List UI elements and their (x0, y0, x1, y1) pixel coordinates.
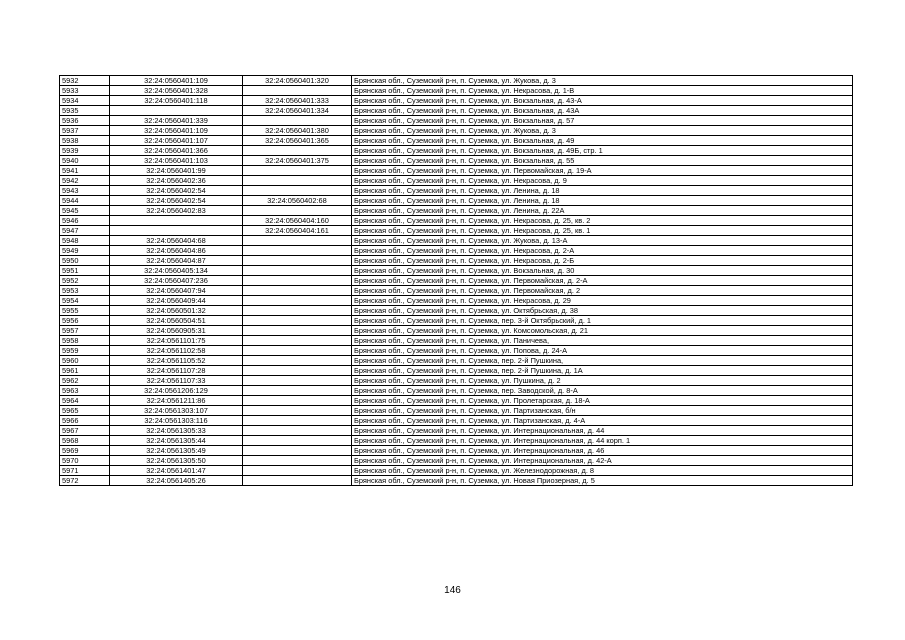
cadastral-number-2-cell (243, 326, 352, 336)
address-cell: Брянская обл., Суземский р-н, п. Суземка, ул. Вокзальная, д. 57 (352, 116, 853, 126)
address-cell: Брянская обл., Суземский р-н, п. Суземка, ул. Интернациональная, д. 44 (352, 426, 853, 436)
address-cell: Брянская обл., Суземский р-н, п. Суземка, ул. Интернациональная, д. 42-А (352, 456, 853, 466)
cadastral-number-2-cell (243, 356, 352, 366)
cadastral-number-cell: 32:24:0561303:116 (110, 416, 243, 426)
cadastral-number-2-cell (243, 246, 352, 256)
cadastral-number-2-cell (243, 466, 352, 476)
cadastral-number-2-cell (243, 376, 352, 386)
address-cell: Брянская обл., Суземский р-н, п. Суземка, ул. Пролетарская, д. 18-А (352, 396, 853, 406)
cadastral-number-2-cell (243, 336, 352, 346)
cadastral-number-cell: 32:24:0560402:54 (110, 186, 243, 196)
cadastral-number-cell: 32:24:0560407:94 (110, 286, 243, 296)
cadastral-number-2-cell (243, 426, 352, 436)
cadastral-number-2-cell: 32:24:0560402:68 (243, 196, 352, 206)
table-row (60, 466, 853, 476)
cadastral-number-cell: 32:24:0561211:86 (110, 396, 243, 406)
row-number-cell: 5949 (60, 246, 110, 256)
table-row (60, 276, 853, 286)
cadastral-number-2-cell (243, 366, 352, 376)
table-row (60, 446, 853, 456)
cadastral-number-2-cell (243, 446, 352, 456)
row-number-cell: 5951 (60, 266, 110, 276)
address-cell: Брянская обл., Суземский р-н, п. Суземка, ул. Ленина, д. 18 (352, 196, 853, 206)
row-number-cell: 5945 (60, 206, 110, 216)
table-row (60, 306, 853, 316)
cadastral-number-2-cell (243, 406, 352, 416)
address-cell: Брянская обл., Суземский р-н, п. Суземка, ул. Вокзальная, д. 43А (352, 106, 853, 116)
table-row (60, 376, 853, 386)
register-table-body (60, 76, 853, 486)
cadastral-number-cell: 32:24:0561101:75 (110, 336, 243, 346)
table-row (60, 416, 853, 426)
table-row (60, 286, 853, 296)
address-cell: Брянская обл., Суземский р-н, п. Суземка, ул. Вокзальная, д. 55 (352, 156, 853, 166)
table-row (60, 96, 853, 106)
address-cell: Брянская обл., Суземский р-н, п. Суземка, ул. Некрасова, д. 25, кв. 1 (352, 226, 853, 236)
row-number-cell: 5943 (60, 186, 110, 196)
row-number-cell: 5950 (60, 256, 110, 266)
cadastral-number-cell (110, 106, 243, 116)
table-row (60, 216, 853, 226)
cadastral-number-2-cell (243, 386, 352, 396)
cadastral-number-2-cell (243, 186, 352, 196)
cadastral-number-cell: 32:24:0560504:51 (110, 316, 243, 326)
cadastral-number-2-cell (243, 436, 352, 446)
page-number: 146 (444, 585, 461, 596)
cadastral-number-2-cell (243, 416, 352, 426)
cadastral-number-cell: 32:24:0560405:134 (110, 266, 243, 276)
table-row (60, 236, 853, 246)
cadastral-number-cell: 32:24:0561305:44 (110, 436, 243, 446)
row-number-cell: 5935 (60, 106, 110, 116)
cadastral-number-2-cell (243, 286, 352, 296)
cadastral-number-cell: 32:24:0560401:118 (110, 96, 243, 106)
cadastral-number-2-cell (243, 266, 352, 276)
cadastral-number-2-cell (243, 166, 352, 176)
address-cell: Брянская обл., Суземский р-н, п. Суземка, ул. Интернациональная, д. 44 корп. 1 (352, 436, 853, 446)
row-number-cell: 5932 (60, 76, 110, 86)
address-cell: Брянская обл., Суземский р-н, п. Суземка, ул. Вокзальная, д. 49Б, стр. 1 (352, 146, 853, 156)
row-number-cell: 5968 (60, 436, 110, 446)
cadastral-number-2-cell (243, 476, 352, 486)
cadastral-number-cell: 32:24:0561206:129 (110, 386, 243, 396)
row-number-cell: 5947 (60, 226, 110, 236)
address-cell: Брянская обл., Суземский р-н, п. Суземка, ул. Первомайская, д. 2-А (352, 276, 853, 286)
table-row (60, 436, 853, 446)
table-row (60, 76, 853, 86)
row-number-cell: 5939 (60, 146, 110, 156)
table-row (60, 176, 853, 186)
table-row (60, 406, 853, 416)
cadastral-number-cell: 32:24:0560409:44 (110, 296, 243, 306)
row-number-cell: 5937 (60, 126, 110, 136)
address-cell: Брянская обл., Суземский р-н, п. Суземка, ул. Первомайская, д. 19-А (352, 166, 853, 176)
cadastral-number-2-cell (243, 256, 352, 266)
cadastral-number-cell: 32:24:0560401:328 (110, 86, 243, 96)
cadastral-number-2-cell (243, 206, 352, 216)
row-number-cell: 5946 (60, 216, 110, 226)
table-row (60, 396, 853, 406)
address-cell: Брянская обл., Суземский р-н, п. Суземка, ул. Вокзальная, д. 43-А (352, 96, 853, 106)
cadastral-number-2-cell (243, 456, 352, 466)
table-row (60, 296, 853, 306)
address-cell: Брянская обл., Суземский р-н, п. Суземка, ул. Пушкина, д. 2 (352, 376, 853, 386)
table-row (60, 346, 853, 356)
address-cell: Брянская обл., Суземский р-н, п. Суземка, пер. 2-й Пушкина, д. 1А (352, 366, 853, 376)
cadastral-number-2-cell (243, 236, 352, 246)
row-number-cell: 5964 (60, 396, 110, 406)
cadastral-number-cell: 32:24:0560401:103 (110, 156, 243, 166)
row-number-cell: 5959 (60, 346, 110, 356)
address-cell: Брянская обл., Суземский р-н, п. Суземка, пер. Заводской, д. 8-А (352, 386, 853, 396)
row-number-cell: 5960 (60, 356, 110, 366)
cadastral-number-cell: 32:24:0561401:47 (110, 466, 243, 476)
table-row (60, 386, 853, 396)
property-register-table (59, 75, 853, 486)
cadastral-number-2-cell: 32:24:0560401:334 (243, 106, 352, 116)
row-number-cell: 5933 (60, 86, 110, 96)
address-cell: Брянская обл., Суземский р-н, п. Суземка, ул. Жукова, д. 3 (352, 126, 853, 136)
table-row (60, 336, 853, 346)
row-number-cell: 5955 (60, 306, 110, 316)
cadastral-number-cell (110, 216, 243, 226)
cadastral-number-cell: 32:24:0561305:49 (110, 446, 243, 456)
cadastral-number-cell: 32:24:0560401:366 (110, 146, 243, 156)
table-row (60, 426, 853, 436)
address-cell: Брянская обл., Суземский р-н, п. Суземка, ул. Некрасова, д. 2-А (352, 246, 853, 256)
table-row (60, 476, 853, 486)
row-number-cell: 5972 (60, 476, 110, 486)
cadastral-number-cell: 32:24:0561305:33 (110, 426, 243, 436)
cadastral-number-cell: 32:24:0561107:28 (110, 366, 243, 376)
cadastral-number-2-cell: 32:24:0560404:161 (243, 226, 352, 236)
cadastral-number-2-cell (243, 86, 352, 96)
table-row (60, 106, 853, 116)
table-row (60, 256, 853, 266)
cadastral-number-cell (110, 226, 243, 236)
table-row (60, 456, 853, 466)
row-number-cell: 5938 (60, 136, 110, 146)
cadastral-number-2-cell (243, 346, 352, 356)
cadastral-number-2-cell (243, 146, 352, 156)
address-cell: Брянская обл., Суземский р-н, п. Суземка, ул. Партизанская, д. 4-А (352, 416, 853, 426)
cadastral-number-cell: 32:24:0560407:236 (110, 276, 243, 286)
address-cell: Брянская обл., Суземский р-н, п. Суземка, ул. Октябрьская, д. 38 (352, 306, 853, 316)
address-cell: Брянская обл., Суземский р-н, п. Суземка, ул. Некрасова, д. 9 (352, 176, 853, 186)
table-row (60, 246, 853, 256)
table-row (60, 166, 853, 176)
address-cell: Брянская обл., Суземский р-н, п. Суземка, ул. Некрасова, д. 25, кв. 2 (352, 216, 853, 226)
address-cell: Брянская обл., Суземский р-н, п. Суземка, ул. Ленина, д. 18 (352, 186, 853, 196)
cadastral-number-cell: 32:24:0560401:339 (110, 116, 243, 126)
cadastral-number-cell: 32:24:0560401:107 (110, 136, 243, 146)
address-cell: Брянская обл., Суземский р-н, п. Суземка, ул. Жукова, д. 13-А (352, 236, 853, 246)
address-cell: Брянская обл., Суземский р-н, п. Суземка, ул. Некрасова, д. 1-В (352, 86, 853, 96)
table-row (60, 226, 853, 236)
address-cell: Брянская обл., Суземский р-н, п. Суземка, ул. Комсомольская, д. 21 (352, 326, 853, 336)
row-number-cell: 5956 (60, 316, 110, 326)
row-number-cell: 5958 (60, 336, 110, 346)
cadastral-number-cell: 32:24:0560404:86 (110, 246, 243, 256)
cadastral-number-2-cell: 32:24:0560401:333 (243, 96, 352, 106)
row-number-cell: 5940 (60, 156, 110, 166)
row-number-cell: 5963 (60, 386, 110, 396)
row-number-cell: 5957 (60, 326, 110, 336)
cadastral-number-2-cell: 32:24:0560401:320 (243, 76, 352, 86)
address-cell: Брянская обл., Суземский р-н, п. Суземка, ул. Жукова, д. 3 (352, 76, 853, 86)
table-row (60, 116, 853, 126)
cadastral-number-2-cell (243, 306, 352, 316)
address-cell: Брянская обл., Суземский р-н, п. Суземка, ул. Новая Приозерная, д. 5 (352, 476, 853, 486)
cadastral-number-cell: 32:24:0561105:52 (110, 356, 243, 366)
row-number-cell: 5953 (60, 286, 110, 296)
address-cell: Брянская обл., Суземский р-н, п. Суземка, ул. Вокзальная, д. 49 (352, 136, 853, 146)
row-number-cell: 5936 (60, 116, 110, 126)
cadastral-number-2-cell: 32:24:0560401:380 (243, 126, 352, 136)
cadastral-number-cell: 32:24:0560401:109 (110, 126, 243, 136)
cadastral-number-2-cell (243, 396, 352, 406)
row-number-cell: 5969 (60, 446, 110, 456)
cadastral-number-2-cell (243, 276, 352, 286)
address-cell: Брянская обл., Суземский р-н, п. Суземка, ул. Железнодорожная, д. 8 (352, 466, 853, 476)
cadastral-number-2-cell: 32:24:0560401:375 (243, 156, 352, 166)
row-number-cell: 5941 (60, 166, 110, 176)
address-cell: Брянская обл., Суземский р-н, п. Суземка, ул. Паничева, (352, 336, 853, 346)
table-row (60, 316, 853, 326)
address-cell: Брянская обл., Суземский р-н, п. Суземка, пер. 3-й Октябрьский, д. 1 (352, 316, 853, 326)
row-number-cell: 5970 (60, 456, 110, 466)
row-number-cell: 5942 (60, 176, 110, 186)
row-number-cell: 5971 (60, 466, 110, 476)
cadastral-number-cell: 32:24:0560905:31 (110, 326, 243, 336)
address-cell: Брянская обл., Суземский р-н, п. Суземка, ул. Ленина, д. 22А (352, 206, 853, 216)
address-cell: Брянская обл., Суземский р-н, п. Суземка, ул. Некрасова, д. 29 (352, 296, 853, 306)
cadastral-number-cell: 32:24:0560401:109 (110, 76, 243, 86)
table-row (60, 146, 853, 156)
cadastral-number-cell: 32:24:0561305:50 (110, 456, 243, 466)
cadastral-number-cell: 32:24:0560402:36 (110, 176, 243, 186)
address-cell: Брянская обл., Суземский р-н, п. Суземка, ул. Вокзальная, д. 30 (352, 266, 853, 276)
table-row (60, 366, 853, 376)
table-row (60, 356, 853, 366)
cadastral-number-cell: 32:24:0561405:26 (110, 476, 243, 486)
row-number-cell: 5966 (60, 416, 110, 426)
row-number-cell: 5962 (60, 376, 110, 386)
cadastral-number-cell: 32:24:0560402:83 (110, 206, 243, 216)
cadastral-number-cell: 32:24:0561107:33 (110, 376, 243, 386)
cadastral-number-cell: 32:24:0560404:87 (110, 256, 243, 266)
cadastral-number-2-cell (243, 296, 352, 306)
table-row (60, 136, 853, 146)
table-row (60, 196, 853, 206)
address-cell: Брянская обл., Суземский р-н, п. Суземка, ул. Интернациональная, д. 46 (352, 446, 853, 456)
row-number-cell: 5948 (60, 236, 110, 246)
row-number-cell: 5952 (60, 276, 110, 286)
cadastral-number-2-cell: 32:24:0560401:365 (243, 136, 352, 146)
table-row (60, 326, 853, 336)
address-cell: Брянская обл., Суземский р-н, п. Суземка, ул. Первомайская, д. 2 (352, 286, 853, 296)
cadastral-number-cell: 32:24:0561102:58 (110, 346, 243, 356)
address-cell: Брянская обл., Суземский р-н, п. Суземка, ул. Партизанская, б/н (352, 406, 853, 416)
table-row (60, 126, 853, 136)
cadastral-number-2-cell (243, 316, 352, 326)
table-row (60, 266, 853, 276)
address-cell: Брянская обл., Суземский р-н, п. Суземка, пер. 2-й Пушкина, (352, 356, 853, 366)
cadastral-number-2-cell (243, 176, 352, 186)
cadastral-number-cell: 32:24:0561303:107 (110, 406, 243, 416)
cadastral-number-cell: 32:24:0560401:99 (110, 166, 243, 176)
table-row (60, 186, 853, 196)
cadastral-number-2-cell (243, 116, 352, 126)
cadastral-number-cell: 32:24:0560501:32 (110, 306, 243, 316)
row-number-cell: 5967 (60, 426, 110, 436)
address-cell: Брянская обл., Суземский р-н, п. Суземка, ул. Некрасова, д. 2-Б (352, 256, 853, 266)
table-row (60, 156, 853, 166)
cadastral-number-cell: 32:24:0560402:54 (110, 196, 243, 206)
row-number-cell: 5934 (60, 96, 110, 106)
table-row (60, 206, 853, 216)
row-number-cell: 5944 (60, 196, 110, 206)
cadastral-number-cell: 32:24:0560404:68 (110, 236, 243, 246)
row-number-cell: 5954 (60, 296, 110, 306)
row-number-cell: 5965 (60, 406, 110, 416)
address-cell: Брянская обл., Суземский р-н, п. Суземка, ул. Попова, д. 24-А (352, 346, 853, 356)
row-number-cell: 5961 (60, 366, 110, 376)
table-row (60, 86, 853, 96)
cadastral-number-2-cell: 32:24:0560404:160 (243, 216, 352, 226)
